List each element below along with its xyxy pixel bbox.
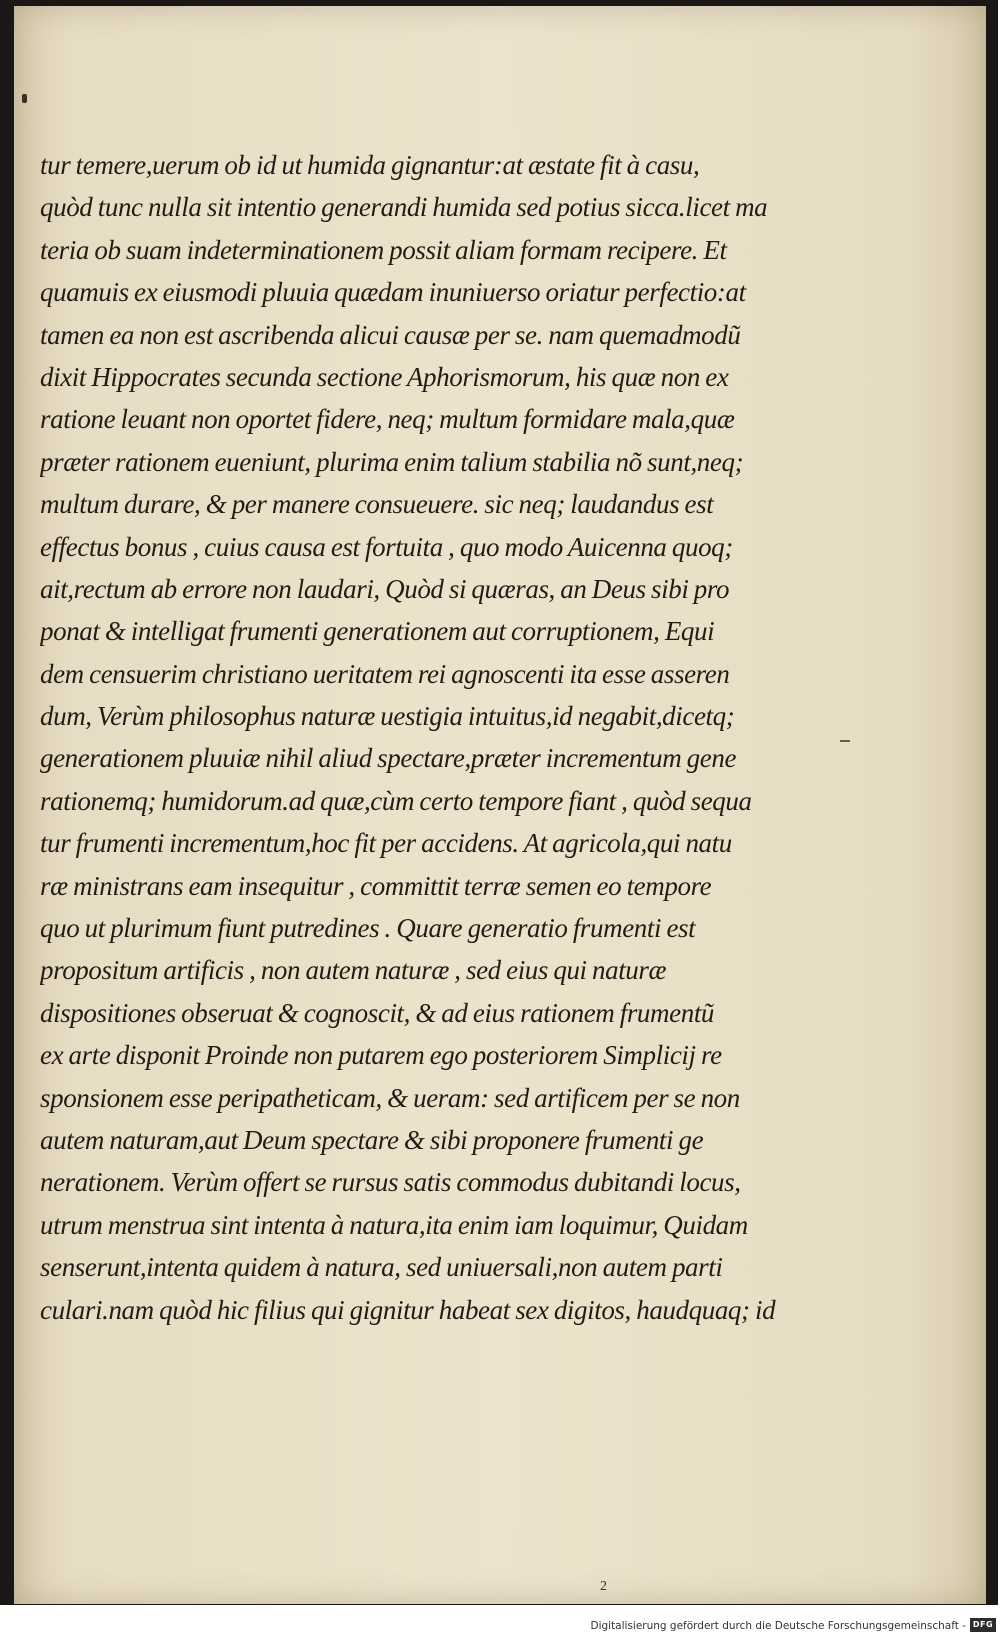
text-line: tur frumenti incrementum,hoc fit per accidens. At agricola,qui natu xyxy=(40,828,732,859)
text-line: ex arte disponit Proinde non putarem ego posteriorem Simplicij re xyxy=(40,1040,722,1071)
text-line: tamen ea non est ascribenda alicui causæ per se. nam quemadmodũ xyxy=(40,319,741,350)
text-line: sponsionem esse peripatheticam, & ueram: sed artificem per se non xyxy=(40,1082,740,1113)
text-line: ponat & intelligat frumenti generationem aut corruptionem, Equi xyxy=(40,616,715,647)
text-line: multum durare, & per manere consueuere. sic neq; laudandus est xyxy=(40,489,714,520)
book-page xyxy=(14,6,986,1604)
footer xyxy=(0,1612,1000,1639)
text-line: teria ob suam indeterminationem possit aliam formam recipere. Et xyxy=(40,234,727,265)
text-line: culari.nam quòd hic filius qui gignitur habeat sex digitos, haudquaq; id xyxy=(40,1294,776,1325)
text-line: generationem pluuiæ nihil aliud spectare,præter incrementum gene xyxy=(40,743,737,774)
text-line: dixit Hippocrates secunda sectione Aphorismorum, his quæ non ex xyxy=(40,361,729,392)
text-line: nerationem. Verùm offert se rursus satis commodus dubitandi locus, xyxy=(40,1167,741,1198)
page-text xyxy=(40,144,830,1331)
text-line: præter rationem eueniunt, plurima enim talium stabilia nõ sunt,neq; xyxy=(40,446,744,477)
text-line: ratione leuant non oportet fidere, neq; multum formidare mala,quæ xyxy=(40,404,735,435)
text-line: dispositiones obseruat & cognoscit, & ad eius rationem frumentũ xyxy=(40,997,715,1028)
text-line: utrum menstrua sint intenta à natura,ita enim iam loquimur, Quidam xyxy=(40,1209,748,1240)
footer-credit: Digitalisierung gefördert durch die Deutsche Forschungsgemeinschaft - xyxy=(590,1620,966,1632)
text-line: dem censuerim christiano ueritatem rei agnoscenti ita esse asseren xyxy=(40,658,730,689)
signature-mark: 2 xyxy=(600,1579,607,1594)
text-line: dum, Verùm philosophus naturæ uestigia intuitus,id negabit,dicetq; xyxy=(40,701,735,732)
text-line: rationemq; humidorum.ad quæ,cùm certo tempore fiant , quòd sequa xyxy=(40,785,752,816)
gutter-mark xyxy=(22,94,27,103)
text-line: tur temere,uerum ob id ut humida gignantur:at æstate fit à casu, xyxy=(40,150,700,180)
text-line: ræ ministrans eam insequitur , committit terræ semen eo tempore xyxy=(40,870,712,901)
text-line: quamuis ex eiusmodi pluuia quædam inuniuerso oriatur perfectio:at xyxy=(40,277,746,308)
text-line: quo ut plurimum fiunt putredines . Quare generatio frumenti est xyxy=(40,913,696,944)
text-line: autem naturam,aut Deum spectare & sibi proponere frumenti ge xyxy=(40,1124,704,1155)
text-line: effectus bonus , cuius causa est fortuita , quo modo Auicenna quoq; xyxy=(40,531,733,562)
margin-dash xyxy=(840,740,850,742)
text-line: senserunt,intenta quidem à natura, sed uniuersali,non autem parti xyxy=(40,1252,723,1283)
dfg-logo: DFG xyxy=(970,1618,996,1632)
text-line: quòd tunc nulla sit intentio generandi humida sed potius sicca.licet ma xyxy=(40,192,768,223)
text-line: ait,rectum ab errore non laudari, Quòd si quæras, an Deus sibi pro xyxy=(40,573,730,604)
text-line: propositum artificis , non autem naturæ , sed eius qui naturæ xyxy=(40,955,667,986)
